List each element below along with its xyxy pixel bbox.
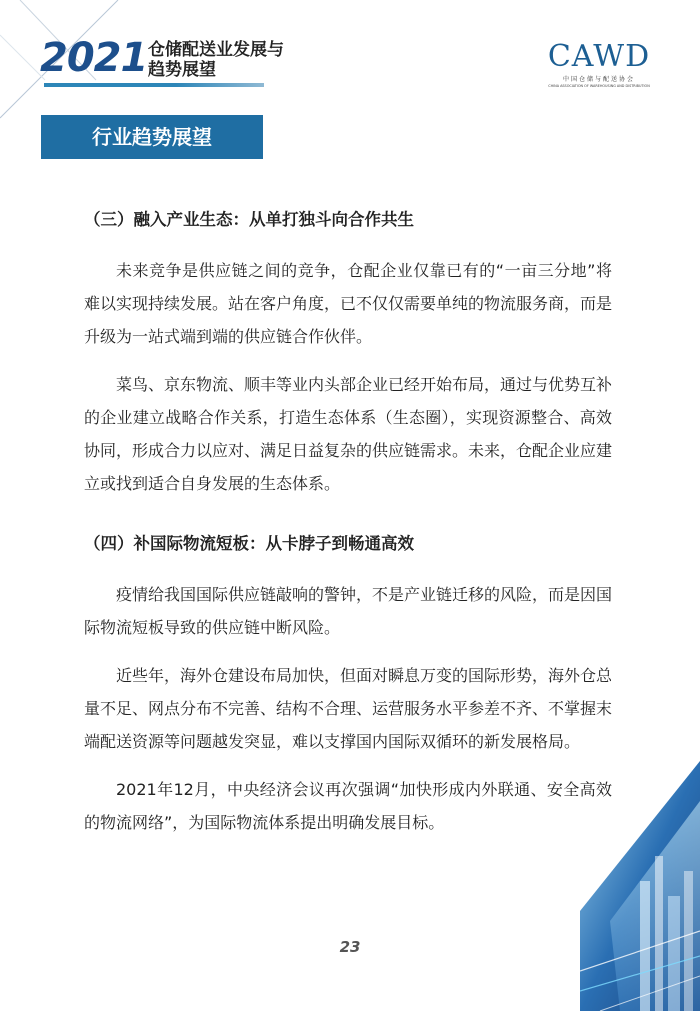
article-content <box>84 208 612 854</box>
year-underline <box>44 83 264 87</box>
report-title-line2: 趋势展望 <box>148 60 216 80</box>
paragraph: 未来竞争是供应链之间的竞争，仓配企业仅靠已有的“一亩三分地”将难以实现持续发展。站在客户角度，已不仅仅需要单纯的物流服务商，而是升级为一站式端到端的供应链合作伙伴。 <box>84 261 613 346</box>
paragraph: 2021年12月，中央经济会议再次强调“加快形成内外联通、安全高效的物流网络”，为国际物流体系提出明确发展目标。 <box>84 780 612 832</box>
section-banner: 行业趋势展望 <box>41 115 263 159</box>
logo-english-name: CHINA ASSOCIATION OF WAREHOUSING AND DISTRIBUTION <box>548 84 650 88</box>
report-title <box>148 40 288 80</box>
report-title-line1: 仓储配送业发展与 <box>148 40 284 60</box>
paragraph: 疫情给我国国际供应链敲响的警钟，不是产业链迁移的风险，而是因国际物流短板导致的供应链中断风险。 <box>84 585 613 637</box>
decorative-city-graphic <box>580 761 700 1011</box>
section-heading-3: （三）融入产业生态：从单打独斗向合作共生 <box>84 210 414 229</box>
page-number: 23 <box>339 938 361 956</box>
section-heading-4: （四）补国际物流短板：从卡脖子到畅通高效 <box>84 534 414 553</box>
paragraph: 菜鸟、京东物流、顺丰等业内头部企业已经开始布局，通过与优势互补的企业建立战略合作关系，打造生态体系（生态圈），实现资源整合、高效协同，形成合力以应对、满足日益复杂的供应链需求。未来，仓配企业应建立或找到适合自身发展的生态体系。 <box>84 375 613 493</box>
paragraph: 近些年，海外仓建设布局加快，但面对瞬息万变的国际形势，海外仓总量不足、网点分布不完善、结构不合理、运营服务水平参差不齐、不掌握末端配送资源等问题越发突显，难以支撑国内国际双循环的新发展格局。 <box>84 666 613 751</box>
logo-text: CAWD <box>547 39 651 74</box>
report-year: 2021 <box>40 35 148 81</box>
logo-chinese-name: 中国仓储与配送协会 <box>562 76 635 83</box>
